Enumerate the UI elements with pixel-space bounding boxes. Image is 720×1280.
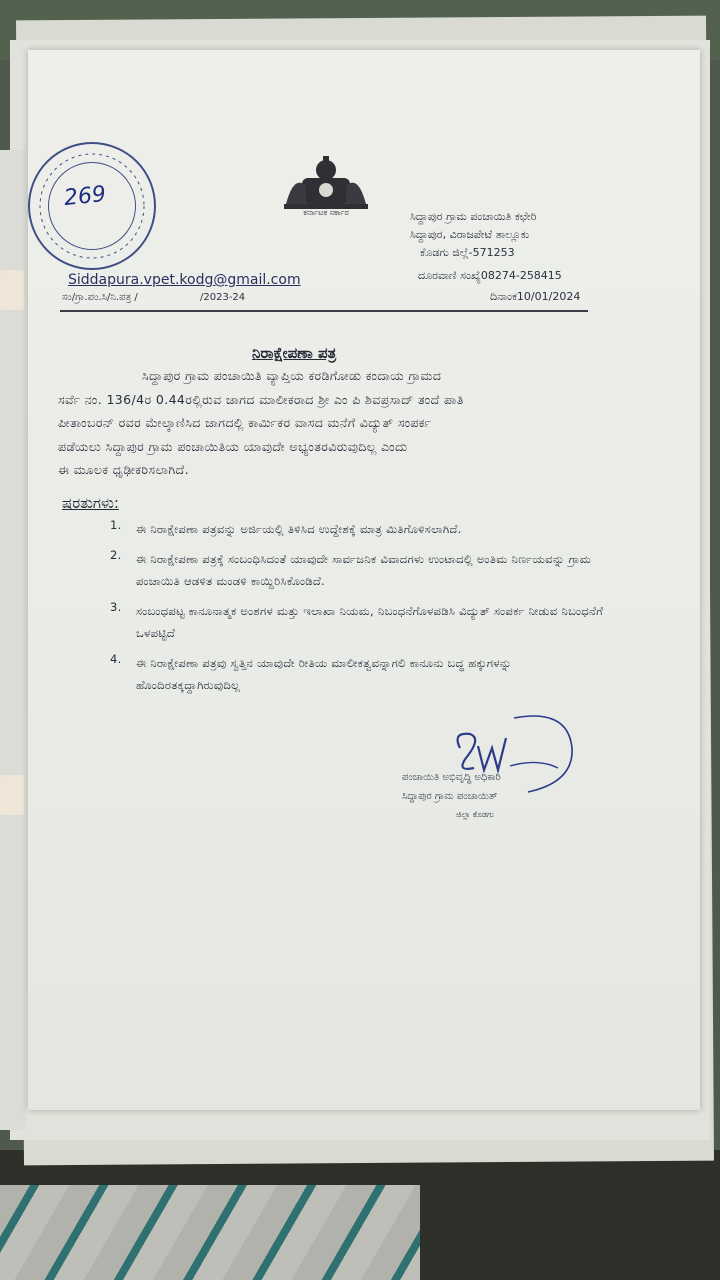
office-name: ಸಿದ್ದಾಪುರ ಗ್ರಾಮ ಪಂಚಾಯಿತಿ ಕಛೇರಿ — [410, 210, 537, 223]
reference-number: ಸಂ/ಗ್ರಾ.ಪಂ.ಸಿ/ನಿ.ಪತ್ರ / — [62, 292, 138, 303]
document-title: ನಿರಾಕ್ಷೇಪಣಾ ಪತ್ರ — [252, 344, 337, 362]
letter-page — [28, 50, 700, 1110]
body-line: ಪೀತಾಂಬರನ್ ರವರ ಮೇಲ್ಕಾಣಿಸಿದ ಜಾಗದಲ್ಲಿ ಕಾರ್ಮಿಕರ ವಾಸದ ಮನೆಗೆ ವಿದ್ಯುತ್ ಸಂಪರ್ಕ — [58, 415, 432, 430]
signatory-district: ಜಿಲ್ಲಾ ಕೊಡಗು — [456, 810, 494, 819]
body-line: ಸಿದ್ದಾಪುರ ಗ್ರಾಮ ಪಂಚಾಯಿತಿ ವ್ಯಾಪ್ತಿಯ ಕರಡಿಗೋಡು ಕಂದಾಯ ಗ್ರಾಮದ — [142, 368, 442, 383]
condition-number: 4. — [110, 652, 122, 666]
condition-number: 3. — [110, 600, 122, 614]
signatory-office: ಸಿದ್ದಾಪುರ ಗ್ರಾಮ ಪಂಚಾಯಿತ್ — [402, 791, 498, 802]
office-seal — [28, 142, 156, 270]
body-paragraph — [58, 364, 618, 482]
file-binding-strip — [0, 150, 26, 1130]
office-location: ಸಿದ್ದಾಪುರ, ವಿರಾಜಪೇಟೆ ತಾಲ್ಲೂಕು — [410, 228, 530, 241]
body-line: ಸರ್ವೆ ನಂ. 136/4ರ 0.44ರಲ್ಲಿರುವ ಜಾಗದ ಮಾಲೀಕರಾದ ಶ್ರೀ ಎಂ ಪಿ ಶಿವಪ್ರಸಾದ್ ತಂದೆ ಪಾತಿ — [58, 391, 464, 407]
binder-clip — [0, 270, 24, 310]
body-line: ಪಡೆಯಲು ಸಿದ್ದಾಪುರ ಗ್ರಾಮ ಪಂಚಾಯಿತಿಯ ಯಾವುದೇ ಅಭ್ಯಂತರವಿರುವುದಿಲ್ಲ ಎಂದು — [58, 438, 408, 454]
government-emblem-icon — [276, 156, 376, 212]
header-divider — [60, 310, 588, 312]
letter-date: ದಿನಾಂಕ10/01/2024 — [490, 290, 581, 303]
background-cloth — [0, 1185, 420, 1280]
condition-item — [110, 600, 610, 644]
condition-item — [110, 548, 610, 592]
office-district: ಕೊಡಗು ಜಿಲ್ಲೆ-571253 — [420, 246, 515, 259]
condition-text: ಈ ನಿರಾಕ್ಷೇಪಣಾ ಪತ್ರವು ಸ್ವತ್ತಿನ ಯಾವುದೇ ರೀತಿಯ ಮಾಲೀಕತ್ವವನ್ನಾಗಲಿ ಕಾನೂನು ಬದ್ಧ ಹಕ್ಕುಗಳನ್ನು ಹೊಂದಿರತಕ್ಕದ್ದಾಗಿರುವುದಿಲ್ಲ — [136, 656, 512, 692]
condition-text: ಈ ನಿರಾಕ್ಷೇಪಣಾ ಪತ್ರಕ್ಕೆ ಸಂಬಂಧಿಸಿದಂತೆ ಯಾವುದೇ ಸಾರ್ವಜನಿಕ ವಿವಾದಗಳು ಉಂಟಾದಲ್ಲಿ ಅಂತಿಮ ನಿರ್ಣಯವನ್ನು ಗ್ರಾಮ ಪಂಚಾಯಿತಿ ಆಡಳಿತ ಮಂಡಳಿ ಕಾಯ್ದಿರಿಸಿಕೊಂಡಿದೆ. — [136, 552, 591, 588]
condition-text: ಸಂಬಂಧಪಟ್ಟ ಕಾನೂನಾತ್ಮಕ ಅಂಶಗಳ ಮತ್ತು ಇಲಾಖಾ ನಿಯಮ, ನಿಬಂಧನೆಗೊಳಪಡಿಸಿ ವಿದ್ಯುತ್ ಸಂಪರ್ಕ ನೀಡುವ ನಿಬಂಧನೆಗೆ ಒಳಪಟ್ಟಿದೆ — [136, 604, 604, 640]
binder-clip — [0, 775, 24, 815]
conditions-heading: ಷರತುಗಳು: — [62, 494, 119, 512]
body-line: ಈ ಮೂಲಕ ಧೃಢೀಕರಿಸಲಾಗಿದೆ. — [58, 462, 189, 477]
emblem-caption: ಕರ್ನಾಟಕ ಸರ್ಕಾರ — [303, 208, 349, 217]
condition-text: ಈ ನಿರಾಕ್ಷೇಪಣಾ ಪತ್ರವನ್ನು ಅರ್ಜಿಯಲ್ಲಿ ತಿಳಿಸಿದ ಉದ್ದೇಶಕ್ಕೆ ಮಾತ್ರ ಮಿತಿಗೊಳಿಸಲಾಗಿದೆ. — [136, 522, 462, 536]
condition-number: 2. — [110, 548, 122, 562]
condition-number: 1. — [110, 518, 122, 532]
condition-item — [110, 518, 610, 540]
office-email: Siddapura.vpet.kodg@gmail.com — [68, 272, 301, 288]
conditions-list — [110, 518, 610, 704]
office-phone: ದೂರವಾಣಿ ಸಂಖ್ಯೆ08274-258415 — [418, 269, 562, 282]
reference-year: /2023-24 — [200, 292, 246, 303]
signatory-designation: ಪಂಚಾಯಿತಿ ಅಭಿವೃದ್ಧಿ ಅಧಿಕಾರಿ — [402, 772, 501, 783]
seal-number: 269 — [62, 181, 108, 212]
condition-item — [110, 652, 610, 696]
